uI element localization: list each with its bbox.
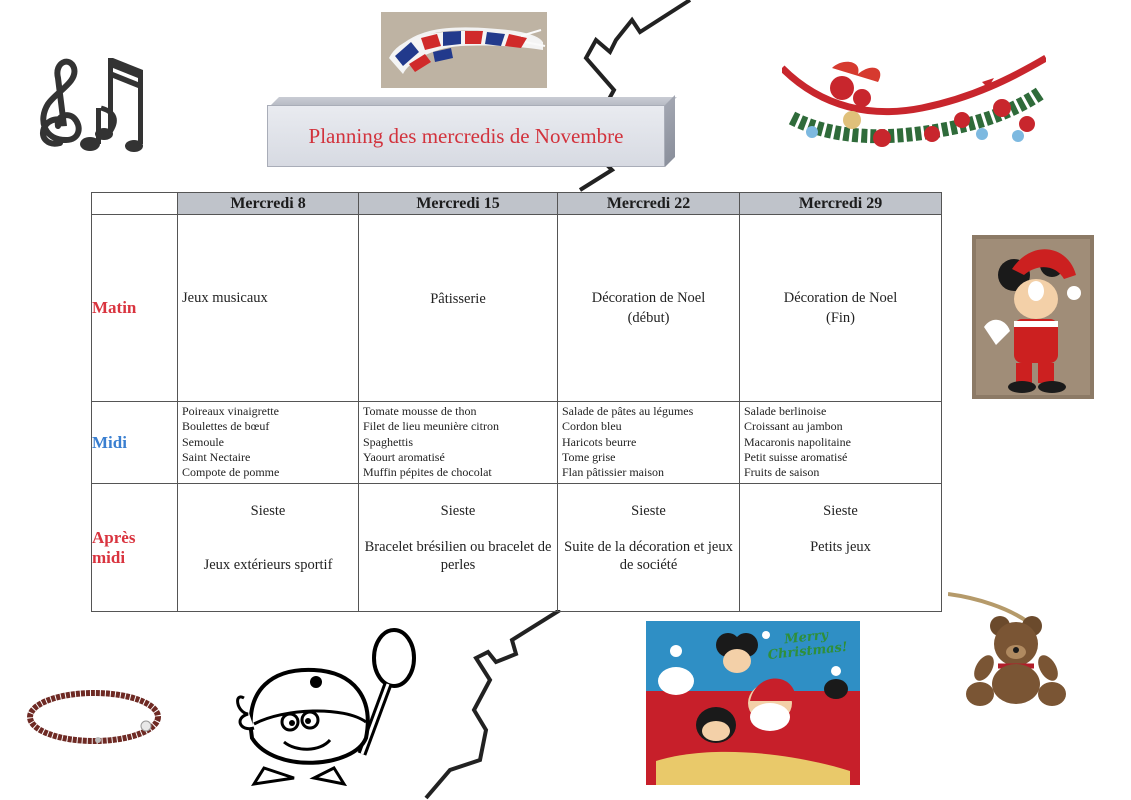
matin-activity-4-note: (Fin)	[826, 310, 855, 326]
cake-spoon-drawing	[234, 628, 420, 786]
header-row	[92, 193, 942, 215]
row-label-matin-text: Matin	[92, 298, 137, 317]
row-matin	[92, 215, 942, 402]
menu-item: Compote de pomme	[182, 465, 280, 480]
menu-item: Haricots beurre	[562, 434, 637, 449]
menu-item: Tomate mousse de thon	[363, 404, 477, 418]
row-label-matin	[92, 215, 178, 402]
menu-item: Tome grise	[562, 449, 616, 464]
row-label-midi	[92, 402, 178, 484]
menu-item: Croissant au jambon	[744, 419, 843, 434]
music-notes-icon	[30, 48, 145, 160]
day-header-2: Mercredi 15	[359, 193, 558, 215]
matin-cell-4	[740, 215, 942, 402]
apres-activity-2: Sieste	[440, 503, 476, 519]
matin-activity-1: Jeux musicaux	[182, 290, 268, 306]
apres-activity-3-detail: Suite de la décoration et jeux de société	[564, 539, 733, 573]
day-header-3: Mercredi 22	[558, 193, 740, 215]
menu-item: Boulettes de bœuf	[182, 419, 270, 434]
merry-christmas-text: Merry Christmas!	[767, 627, 849, 664]
row-label-apres-line2: midi	[92, 547, 126, 567]
menu-item: Fruits de saison	[744, 465, 820, 480]
menu-item: Cordon bleu	[562, 419, 622, 434]
day-header-1: Mercredi 8	[178, 193, 359, 215]
apres-activity-4-detail: Petits jeux	[810, 539, 871, 555]
menu-item: Petit suisse aromatisé	[744, 449, 848, 464]
row-apres-midi	[92, 484, 942, 612]
menu-item: Muffin pépites de chocolat	[363, 465, 492, 480]
menu-item: Filet de lieu meunière citron	[363, 419, 499, 434]
apres-activity-3: Sieste	[631, 503, 666, 519]
row-label-apres-midi	[92, 484, 178, 612]
row-label-midi-text: Midi	[92, 432, 127, 452]
menu-item: Salade berlinoise	[744, 404, 827, 418]
teddy-bear-ornament-photo	[948, 582, 1080, 718]
apres-cell-1	[178, 484, 359, 612]
bead-bracelet-photo	[24, 686, 166, 748]
matin-activity-4: Décoration de Noel	[783, 290, 898, 306]
christmas-garland-photo	[782, 48, 1046, 152]
menu-item: Macaronis napolitaine	[744, 434, 851, 449]
matin-cell-1	[178, 215, 359, 402]
apres-activity-2-detail: Bracelet brésilien ou bracelet de perles	[364, 539, 552, 573]
bracelet-photo	[381, 12, 547, 88]
menu-item: Flan pâtissier maison	[562, 465, 664, 480]
mickey-santa-photo	[972, 235, 1094, 399]
menu-item: Poireaux vinaigrette	[182, 404, 279, 418]
menu-item: Salade de pâtes au légumes	[562, 404, 694, 418]
menu-cell-2	[359, 402, 558, 484]
zigzag-line-bottom	[420, 610, 580, 800]
apres-cell-3	[558, 484, 740, 612]
apres-activity-1: Sieste	[250, 503, 286, 519]
menu-item: Semoule	[182, 434, 224, 449]
menu-item: Yaourt aromatisé	[363, 449, 445, 464]
apres-cell-4	[740, 484, 942, 612]
matin-cell-2	[359, 215, 558, 402]
matin-activity-3-note: (début)	[627, 310, 670, 326]
page-title: Planning des mercredis de Novembre	[308, 123, 624, 148]
menu-cell-1	[178, 402, 359, 484]
title-banner	[267, 97, 676, 169]
planning-table	[91, 192, 942, 612]
apres-activity-1-detail: Jeux extérieurs sportif	[203, 557, 333, 573]
menu-cell-4	[740, 402, 942, 484]
menu-cell-3	[558, 402, 740, 484]
row-midi	[92, 402, 942, 484]
matin-activity-2: Pâtisserie	[430, 291, 486, 307]
apres-activity-4: Sieste	[823, 503, 858, 519]
merry-christmas-card	[646, 621, 860, 785]
corner-cell	[92, 193, 178, 215]
menu-item: Saint Nectaire	[182, 449, 251, 464]
matin-activity-3: Décoration de Noel	[591, 290, 706, 306]
menu-item: Spaghettis	[363, 434, 413, 449]
apres-cell-2	[359, 484, 558, 612]
matin-cell-3	[558, 215, 740, 402]
row-label-apres-line1: Après	[92, 527, 136, 547]
day-header-4: Mercredi 29	[740, 193, 942, 215]
